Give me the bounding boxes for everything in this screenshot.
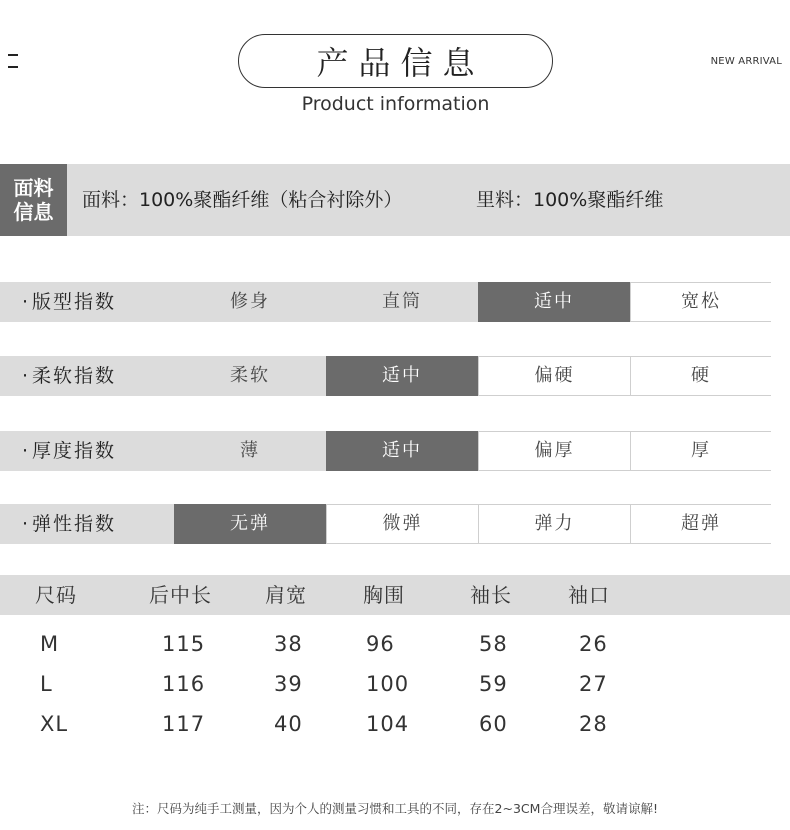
fabric-lining-text: 里料：100%聚酯纤维 — [476, 189, 664, 211]
index-options — [174, 282, 771, 322]
measurement-note: 注：尺码为纯手工测量，因为个人的测量习惯和工具的不同，存在2~3CM合理误差，敬请谅解! — [132, 801, 658, 816]
size-cell: M — [40, 632, 60, 656]
index-option: 弹力 — [478, 504, 630, 544]
size-cell: 96 — [366, 632, 395, 656]
index-option: 适中 — [326, 356, 478, 396]
index-option: 偏硬 — [478, 356, 630, 396]
size-header-cell: 胸围 — [363, 583, 405, 607]
page-title: 产品信息 — [238, 34, 553, 88]
size-cell: XL — [40, 712, 69, 736]
size-cell: 26 — [579, 632, 608, 656]
index-options — [174, 504, 771, 544]
size-cell: 115 — [162, 632, 206, 656]
fabric-info-tag — [0, 164, 67, 236]
size-cell: L — [40, 672, 53, 696]
index-label: · 版型指数 — [0, 282, 174, 322]
fabric-tag-line-2: 信息 — [13, 200, 54, 224]
fabric-main-text: 面料：100%聚酯纤维（粘合衬除外） — [82, 189, 403, 211]
index-options — [174, 431, 771, 471]
size-cell: 27 — [579, 672, 608, 696]
new-arrival-tag: NEW ARRIVAL — [710, 56, 782, 67]
index-option: 直筒 — [326, 282, 478, 322]
size-cell: 59 — [479, 672, 508, 696]
size-header-cell: 肩宽 — [265, 583, 307, 607]
page-subtitle: Product information — [301, 93, 490, 115]
index-row-thickness — [0, 431, 771, 471]
index-label: · 柔软指数 — [0, 356, 174, 396]
size-header-cell: 袖口 — [568, 583, 610, 607]
index-option: 无弹 — [174, 504, 326, 544]
size-header-cell: 后中长 — [149, 583, 212, 607]
fabric-tag-line-1: 面料 — [13, 176, 54, 200]
size-table-header — [0, 575, 790, 615]
index-option: 硬 — [630, 356, 771, 396]
index-option: 薄 — [174, 431, 326, 471]
size-cell: 60 — [479, 712, 508, 736]
size-cell: 38 — [274, 632, 303, 656]
index-label: · 弹性指数 — [0, 504, 174, 544]
table-row — [0, 704, 790, 744]
index-option: 修身 — [174, 282, 326, 322]
index-row-softness — [0, 356, 771, 396]
index-row-fit — [0, 282, 771, 322]
size-cell: 39 — [274, 672, 303, 696]
index-option: 适中 — [478, 282, 630, 322]
index-option: 适中 — [326, 431, 478, 471]
index-options — [174, 356, 771, 396]
size-cell: 58 — [479, 632, 508, 656]
fabric-info-band — [0, 164, 790, 236]
index-option: 厚 — [630, 431, 771, 471]
table-row — [0, 624, 790, 664]
size-cell: 116 — [162, 672, 206, 696]
index-option: 微弹 — [326, 504, 478, 544]
size-cell: 40 — [274, 712, 303, 736]
size-cell: 117 — [162, 712, 206, 736]
size-cell: 104 — [366, 712, 410, 736]
index-option: 宽松 — [630, 282, 771, 322]
index-label: · 厚度指数 — [0, 431, 174, 471]
index-row-elasticity — [0, 504, 771, 544]
size-cell: 28 — [579, 712, 608, 736]
size-cell: 100 — [366, 672, 410, 696]
table-row — [0, 664, 790, 704]
index-option: 偏厚 — [478, 431, 630, 471]
size-header-cell: 尺码 — [35, 583, 77, 607]
index-option: 超弹 — [630, 504, 771, 544]
size-header-cell: 袖长 — [470, 583, 512, 607]
menu-icon — [8, 54, 18, 68]
index-option: 柔软 — [174, 356, 326, 396]
